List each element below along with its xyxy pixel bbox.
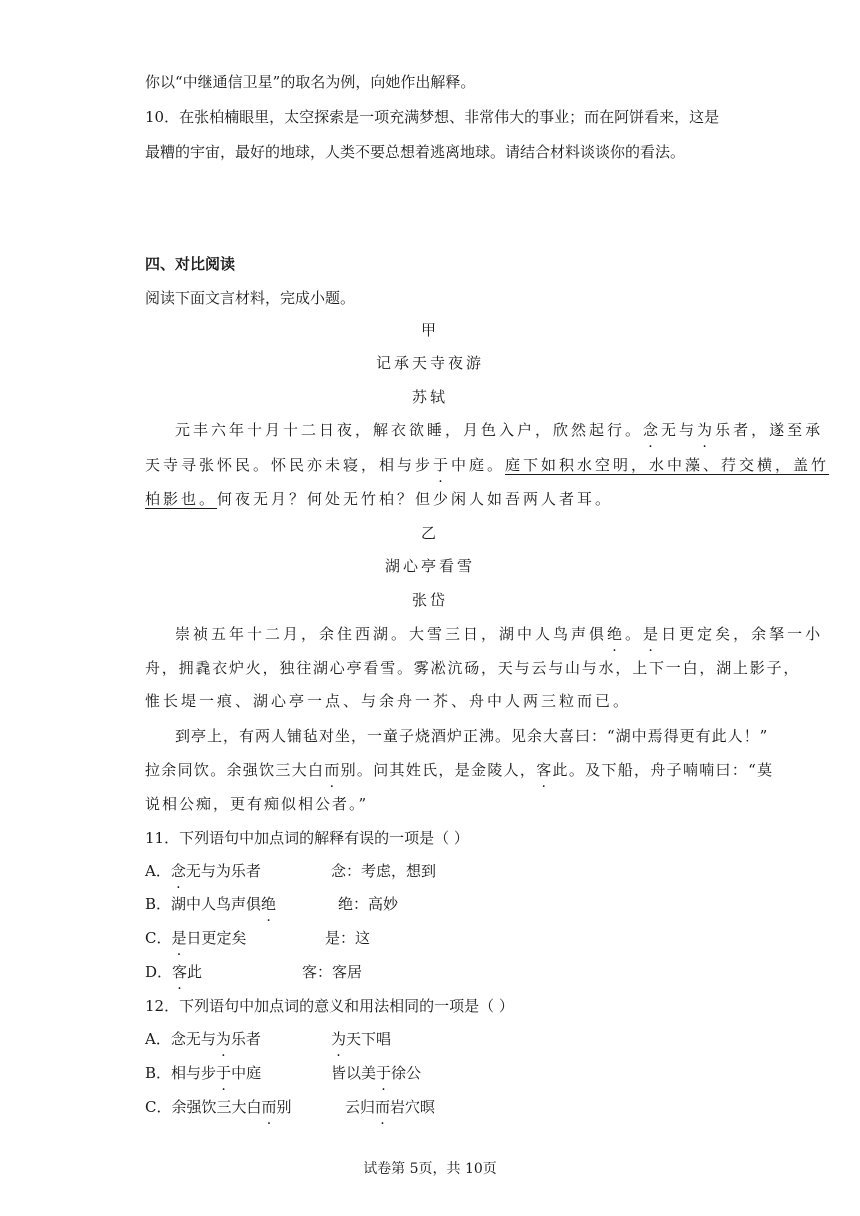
text-run: 无与为乐者 [185,862,261,880]
passage-yi-p1-line-1 [175,624,823,644]
passage-jia-label: 甲 [420,321,439,339]
text-run: 何夜无月？何处无竹柏？但少闲人如吾两人者耳。 [217,490,614,508]
dotted-word: 而 [261,1098,277,1116]
page-footer: 试卷第 5页，共 10页 [363,1161,497,1177]
text-run: 拉余同饮。余强饮三大白 [145,761,325,779]
text-run: 中庭。 [451,456,506,474]
passage-jia-line-1 [175,420,823,440]
option-letter: C． [145,929,172,947]
dotted-word: 而 [375,1098,391,1116]
text-run: 日更定矣 [186,929,247,947]
text-run: 湖中人鸟声俱 [171,895,262,913]
text-run: 中庭 [231,1064,262,1082]
dotted-word: 为 [215,1030,231,1048]
question-10-line-2: 最糟的宇宙，最好的地球，人类不要总想着逃离地球。请结合材料谈谈你的看法。 [145,143,686,161]
dotted-word: 而 [324,761,341,779]
passage-jia-title: 记承天寺夜游 [375,354,484,372]
option-letter: A． [145,862,171,880]
text-run: 元丰六年十月十二日夜，解衣欲睡，月色入户，欣然起行。 [175,421,644,439]
option-letter: A． [145,1030,171,1048]
dotted-word: 念 [643,421,662,439]
option-compare [331,1063,421,1083]
option-compare [345,1097,435,1117]
passage-yi-p2-line-3: 说相公痴，更有痴似相公者。” [145,795,369,813]
dotted-word: 念 [170,862,186,880]
reading-instruction: 阅读下面文言材料，完成小题。 [145,289,356,307]
text-run: 天寺寻张怀民。怀民亦未寝，相与步 [145,456,434,474]
passage-yi-title: 湖心亭看雪 [384,557,475,575]
option-gloss: 是：这 [325,929,371,947]
question-12-stem: 12．下列语句中加点词的意义和用法相同的一项是（ ） [145,997,514,1015]
dotted-word: 为 [331,1030,347,1048]
dotted-word: 绝 [607,625,626,643]
text-run: 日更定矣，余拏一小 [661,625,824,643]
dotted-word: 客 [536,761,553,779]
passage-yi-p1-line-2: 舟，拥毳衣炉火，独往湖心亭看雪。雾凇沆砀，天与云与山与水，上下一白，湖上影子， [145,659,801,677]
passage-yi-p2-line-2 [145,760,773,780]
option-compare [331,1029,391,1049]
text-run: 皆以美 [331,1064,377,1082]
passage-jia-author: 苏轼 [411,388,448,406]
q11-option-b[interactable] [145,894,399,914]
q11-option-a[interactable] [145,861,437,881]
option-gloss: 念：考虑，想到 [331,862,437,880]
option-letter: B． [145,895,172,913]
text-run: 此 [187,963,203,981]
passage-yi-p2-line-1: 到亭上，有两人铺毡对坐，一童子烧酒炉正沸。见余大喜曰：“湖中焉得更有此人！” [175,727,769,745]
q12-option-a[interactable] [145,1029,392,1049]
text-run: 乐者 [230,1030,261,1048]
q12-option-b[interactable] [145,1063,422,1083]
text-run: 乐者，遂至承 [715,421,824,439]
text-run: 岩穴暝 [390,1098,436,1116]
underlined-sentence: 庭下如积水空明，水中藻、荇交横，盖竹 [505,456,830,474]
option-gloss: 绝：高妙 [338,895,399,913]
intro-tail-line: 你以“中继通信卫星”的取名为例，向她作出解释。 [145,73,476,91]
text-run: 无与 [661,421,698,439]
option-gloss: 客：客居 [302,963,363,981]
dotted-word: 是 [643,625,662,643]
passage-yi-author: 张岱 [411,591,448,609]
passage-yi-p1-line-3: 惟长堤一痕、湖心亭一点、与余舟一芥、舟中人两三粒而已。 [145,692,632,710]
option-letter: B． [145,1064,172,1082]
text-run: 。 [625,625,644,643]
dotted-word: 于 [433,456,452,474]
q11-option-c[interactable] [145,928,371,948]
underlined-sentence: 柏影也。 [145,490,218,508]
text-run: 念无与 [170,1030,216,1048]
text-run: 别。问其姓氏，是金陵人， [340,761,537,779]
passage-jia-line-3 [145,489,613,509]
question-10-line-1: 10．在张柏楠眼里，太空探索是一项充满梦想、非常伟大的事业；而在阿饼看来，这是 [145,108,720,126]
text-run: 云归 [345,1098,376,1116]
option-letter: C． [145,1098,172,1116]
text-run: 余强饮三大白 [171,1098,262,1116]
option-letter: D． [145,963,173,981]
text-run: 崇祯五年十二月，余住西湖。大雪三日，湖中人鸟声俱 [175,625,608,643]
dotted-word: 是 [171,929,187,947]
text-run: 天下唱 [346,1030,392,1048]
dotted-word: 为 [697,421,716,439]
dotted-word: 客 [172,963,188,981]
question-11-stem: 11．下列语句中加点词的解释有误的一项是（ ） [145,829,469,847]
q12-option-c[interactable] [145,1097,436,1117]
q11-option-d[interactable] [145,962,363,982]
text-run: 别 [276,1098,292,1116]
text-run: 相与步 [171,1064,217,1082]
dotted-word: 于 [216,1064,232,1082]
passage-jia-line-2 [145,455,829,475]
dotted-word: 于 [376,1064,392,1082]
dotted-word: 绝 [261,895,277,913]
passage-yi-label: 乙 [420,524,439,542]
section-title: 四、对比阅读 [145,255,236,273]
text-run: 此。及下船，舟子喃喃曰：“莫 [552,761,774,779]
text-run: 徐公 [391,1064,422,1082]
